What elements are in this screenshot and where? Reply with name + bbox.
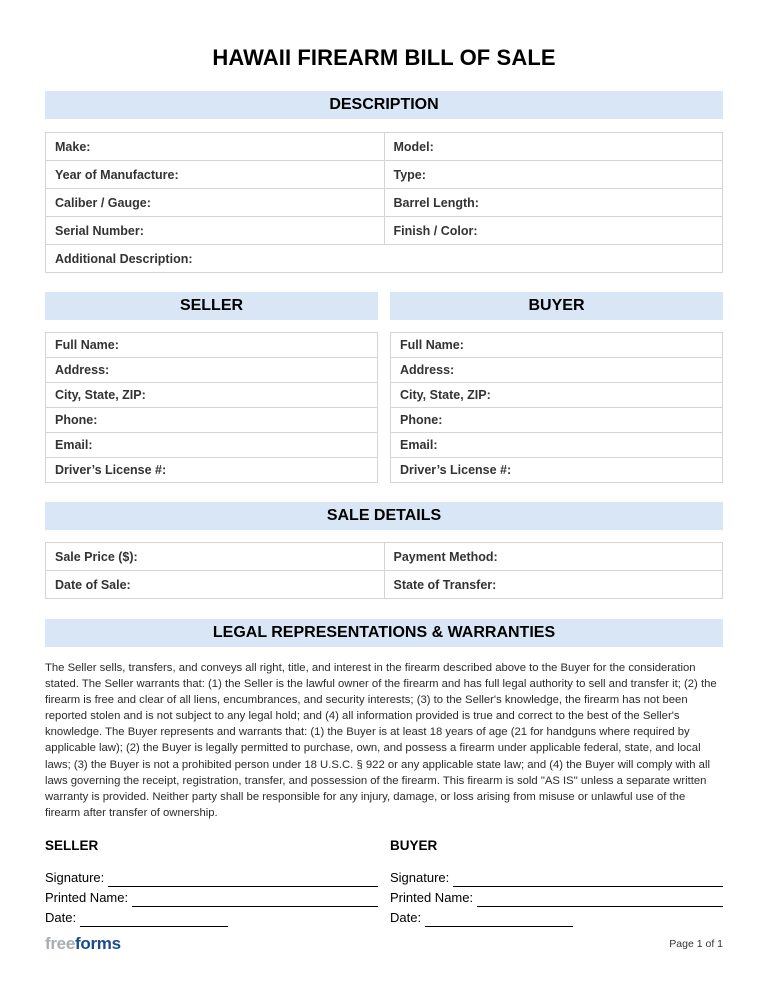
table-row [46, 133, 723, 161]
table-row [46, 333, 378, 358]
section-header-legal-representations: LEGAL REPRESENTATIONS & WARRANTIES [45, 619, 723, 647]
buyer-field-label-email: Email: [391, 433, 723, 458]
table-row [46, 217, 723, 245]
buyer-field-label-city-state-zip: City, State, ZIP: [391, 383, 723, 408]
buyer-signature-row [390, 868, 723, 887]
table-row [46, 245, 723, 273]
seller-printed-name-line[interactable] [132, 892, 378, 907]
party-tables [45, 332, 723, 483]
field-label-date-of-sale: Date of Sale: [46, 571, 385, 599]
field-label-state-of-transfer: State of Transfer: [384, 571, 723, 599]
table-row [391, 408, 723, 433]
table-row [46, 383, 378, 408]
field-label-model: Model: [384, 133, 723, 161]
freeforms-logo[interactable] [45, 934, 121, 954]
seller-field-label-address: Address: [46, 358, 378, 383]
buyer-signature-heading: BUYER [390, 837, 438, 853]
field-label-type: Type: [384, 161, 723, 189]
table-row [391, 333, 723, 358]
field-label-sale-price: Sale Price ($): [46, 543, 385, 571]
field-label-serial-number: Serial Number: [46, 217, 385, 245]
seller-signature-label: Signature: [45, 869, 105, 885]
buyer-printed-name-label: Printed Name: [390, 889, 474, 905]
seller-field-label-email: Email: [46, 433, 378, 458]
signature-zone [45, 838, 723, 928]
seller-date-row [45, 908, 378, 927]
page-title: HAWAII FIREARM BILL OF SALE [212, 45, 556, 70]
party-headers [45, 292, 723, 320]
table-row [46, 433, 378, 458]
section-header-buyer: BUYER [390, 292, 723, 320]
section-header-sale-details: SALE DETAILS [45, 502, 723, 530]
seller-field-label-full-name: Full Name: [46, 333, 378, 358]
buyer-signature-label: Signature: [390, 869, 450, 885]
table-row [391, 433, 723, 458]
seller-printed-name-label: Printed Name: [45, 889, 129, 905]
buyer-printed-name-row [390, 888, 723, 907]
seller-date-label: Date: [45, 909, 77, 925]
seller-printed-name-row [45, 888, 378, 907]
logo-text-forms: forms [75, 934, 121, 953]
buyer-field-label-phone: Phone: [391, 408, 723, 433]
table-row [391, 383, 723, 408]
buyer-signature-line[interactable] [453, 872, 723, 887]
field-label-additional-description: Additional Description: [46, 245, 723, 273]
seller-signature-line[interactable] [108, 872, 378, 887]
buyer-date-line[interactable] [425, 912, 573, 927]
seller-field-label-phone: Phone: [46, 408, 378, 433]
field-label-year-of-manufacture: Year of Manufacture: [46, 161, 385, 189]
table-row [46, 189, 723, 217]
buyer-signature-block [390, 838, 723, 928]
table-row [46, 408, 378, 433]
table-row [46, 358, 378, 383]
buyer-field-label-full-name: Full Name: [391, 333, 723, 358]
buyer-field-label-address: Address: [391, 358, 723, 383]
seller-date-line[interactable] [80, 912, 228, 927]
page-footer [45, 934, 723, 954]
sale-details-table [45, 542, 723, 599]
seller-signature-block [45, 838, 378, 928]
buyer-printed-name-line[interactable] [477, 892, 723, 907]
field-label-caliber-gauge: Caliber / Gauge: [46, 189, 385, 217]
buyer-table [390, 332, 723, 483]
buyer-date-label: Date: [390, 909, 422, 925]
table-row [46, 543, 723, 571]
field-label-payment-method: Payment Method: [384, 543, 723, 571]
table-row [46, 458, 378, 483]
seller-signature-heading: SELLER [45, 837, 99, 853]
seller-field-label-city-state-zip: City, State, ZIP: [46, 383, 378, 408]
table-row [46, 161, 723, 189]
field-label-make: Make: [46, 133, 385, 161]
section-header-seller: SELLER [45, 292, 378, 320]
seller-table [45, 332, 378, 483]
description-table [45, 132, 723, 273]
section-header-description: DESCRIPTION [45, 91, 723, 119]
logo-text-free: free [45, 934, 75, 953]
buyer-date-row [390, 908, 723, 927]
page-number: Page 1 of 1 [669, 938, 723, 950]
table-row [46, 571, 723, 599]
field-label-finish-color: Finish / Color: [384, 217, 723, 245]
buyer-field-label-drivers-license: Driver’s License #: [391, 458, 723, 483]
seller-signature-row [45, 868, 378, 887]
seller-field-label-drivers-license: Driver’s License #: [46, 458, 378, 483]
legal-paragraph: The Seller sells, transfers, and conveys all right, title, and interest in the firearm described above to the Buyer for the consideration stated. The Seller warrants that: (1) the Seller is the lawful owner of the firearm and has full legal authority to sell and transfer it; (2) the firearm is free and clear of all liens, encumbrances, and security interests; (3) to the Seller's knowledge, the firearm has not been reported stolen and is not subject to any legal hold; and (4) all information provided is true and correct to the best of the Seller's knowledge. The Buyer represents and warrants that: (1) the Buyer is at least 18 years of age (21 for handguns where required by applicable law); (2) the Buyer is legally permitted to purchase, own, and possess a firearm under applicable federal, state, and local laws; (3) the Buyer is not a prohibited person under 18 U.S.C. § 922 or any applicable state law; and (4) the Buyer will comply with all laws governing the receipt, registration, transfer, and possession of the firearm. This firearm is sold "AS IS" unless a separate written warranty is provided. Neither party shall be responsible for any injury, damage, or loss arising from misuse or unlawful use of the firearm after transfer of ownership. [45, 662, 717, 819]
field-label-barrel-length: Barrel Length: [384, 189, 723, 217]
table-row [391, 358, 723, 383]
table-row [391, 458, 723, 483]
